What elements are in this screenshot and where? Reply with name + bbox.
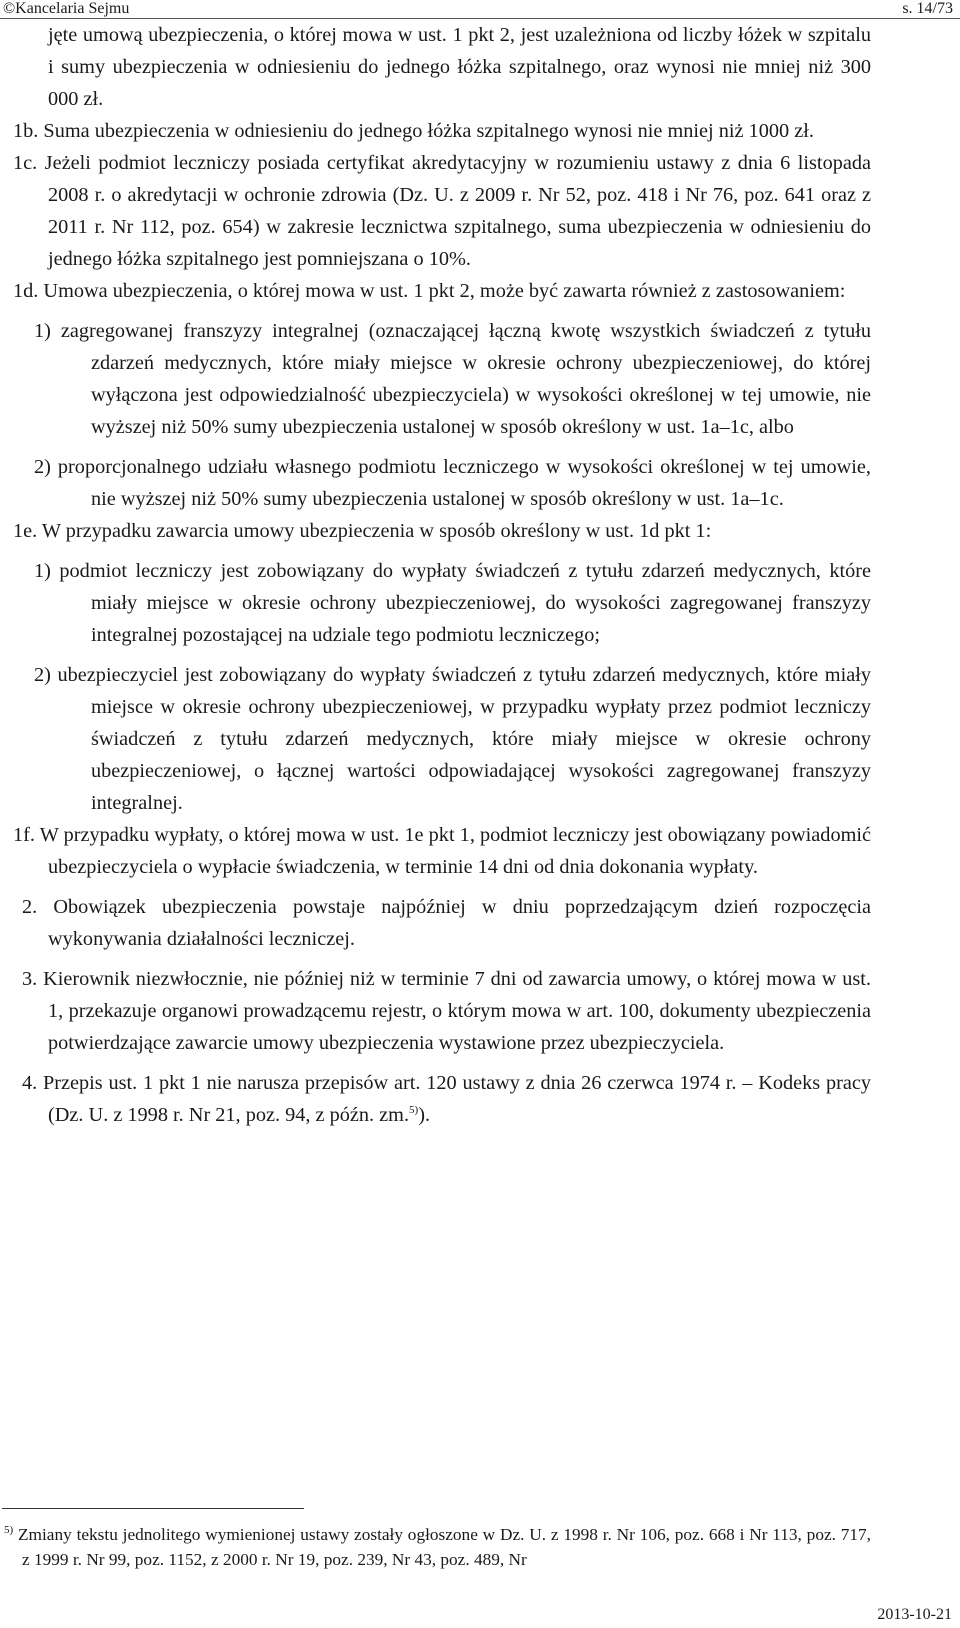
paragraph-continuation: jęte umową ubezpieczenia, o której mowa w ust. 1 pkt 2, jest uzależniona od liczby łóżek w szpitalu i sumy ubezpieczenia w odniesieniu do jednego łóżka szpitalnego, oraz wynosi nie mniej niż 300 000 zł. — [48, 24, 871, 110]
paragraph-1e: 1e. W przypadku zawarcia umowy ubezpieczenia w sposób określony w ust. 1d pkt 1: — [13, 520, 712, 542]
page-number: s. 14/73 — [902, 0, 953, 17]
paragraph-1e-item-1: 1) podmiot leczniczy jest zobowiązany do wypłaty świadczeń z tytułu zdarzeń medycznych, które miały miejsce w okresie ochrony ubezpieczeniowej, do wysokości zagregowanej franszyzy integralnej pozostającej na udziale tego podmiotu leczniczego; — [34, 560, 871, 646]
footnote-divider — [2, 1508, 304, 1509]
paragraph-1d-item-2: 2) proporcjonalnego udziału własnego podmiotu leczniczego w wysokości określonej w tej umowie, nie wyższej niż 50% sumy ubezpieczenia ustalonej w sposób określony w ust. 1a–1c. — [34, 456, 871, 510]
paragraph-3: 3. Kierownik niezwłocznie, nie później niż w terminie 7 dni od zawarcia umowy, o której mowa w ust. 1, przekazuje organowi prowadzącemu rejestr, o którym mowa w art. 100, dokumenty ubezpieczenia potwierdzające zawarcie umowy ubezpieczenia wystawione przez ubezpieczyciela. — [22, 968, 871, 1054]
footnote-marker: 5) — [4, 1524, 14, 1537]
paragraph-1d-item-1: 1) zagregowanej franszyzy integralnej (oznaczającej łączną kwotę wszystkich świadczeń z tytułu zdarzeń medycznych, które miały miejsce w okresie ochrony ubezpieczeniowej, do której wyłączona jest odpowiedzialność ubezpieczyciela) w wysokości określonej w tej umowie, nie wyższej niż 50% sumy ubezpieczenia ustalonej w sposób określony w ust. 1a–1c, albo — [34, 320, 871, 438]
footnote-reference[interactable]: 5) — [409, 1104, 419, 1117]
document-body — [0, 19, 960, 1131]
footnote-text: Zmiany tekstu jednolitego wymienionej ustawy zostały ogłoszone w Dz. U. z 1998 r. Nr 106, poz. 668 i Nr 113, poz. 717, z 1999 r. Nr 99, poz. 1152, z 2000 r. Nr 19, poz. 239, Nr 43, poz. 489, Nr — [18, 1525, 872, 1569]
paragraph-1b: 1b. Suma ubezpieczenia w odniesieniu do jednego łóżka szpitalnego wynosi nie mniej niż 1000 zł. — [13, 120, 814, 142]
footnote — [0, 1522, 960, 1572]
paragraph-4-end: ). — [418, 1104, 431, 1126]
footnote-5 — [0, 1522, 960, 1572]
paragraph-2: 2. Obowiązek ubezpieczenia powstaje najpóźniej w dniu poprzedzającym dzień rozpoczęcia wykonywania działalności leczniczej. — [22, 896, 871, 950]
page-header — [0, 0, 960, 18]
paragraph-1c: 1c. Jeżeli podmiot leczniczy posiada certyfikat akredytacyjny w rozumieniu ustawy z dnia 6 listopada 2008 r. o akredytacji w ochronie zdrowia (Dz. U. z 2009 r. Nr 52, poz. 418 i Nr 76, poz. 641 oraz z 2011 r. Nr 112, poz. 654) w zakresie lecznictwa szpitalnego, suma ubezpieczenia w odniesieniu do jednego łóżka szpitalnego jest pomniejszana o 10%. — [13, 152, 871, 270]
paragraph-1d: 1d. Umowa ubezpieczenia, o której mowa w ust. 1 pkt 2, może być zawarta również z zastosowaniem: — [13, 280, 846, 302]
paragraph-1f: 1f. W przypadku wypłaty, o której mowa w ust. 1e pkt 1, podmiot leczniczy jest obowiązany powiadomić ubezpieczyciela o wypłacie świadczenia, w terminie 14 dni od dnia dokonania wypłaty. — [13, 824, 871, 878]
paragraph-4-text: 4. Przepis ust. 1 pkt 1 nie narusza przepisów art. 120 ustawy z dnia 26 czerwca 1974 r. – Kodeks pracy (Dz. U. z 1998 r. Nr 21, poz. 94, z późn. zm. — [22, 1072, 871, 1126]
footer-date: 2013-10-21 — [877, 1606, 952, 1623]
paragraph-4 — [0, 1067, 960, 1131]
paragraph-1e-item-2: 2) ubezpieczyciel jest zobowiązany do wypłaty świadczeń z tytułu zdarzeń medycznych, które miały miejsce w okresie ochrony ubezpieczeniowej, w przypadku wypłaty przez podmiot leczniczy świadczeń z tytułu zdarzeń medycznych, które miały miejsce w okresie ochrony ubezpieczeniowej, o łącznej wartości odpowiadającej wysokości zagregowanej franszyzy integralnej. — [34, 664, 871, 814]
copyright-label: ©Kancelaria Sejmu — [3, 0, 130, 17]
